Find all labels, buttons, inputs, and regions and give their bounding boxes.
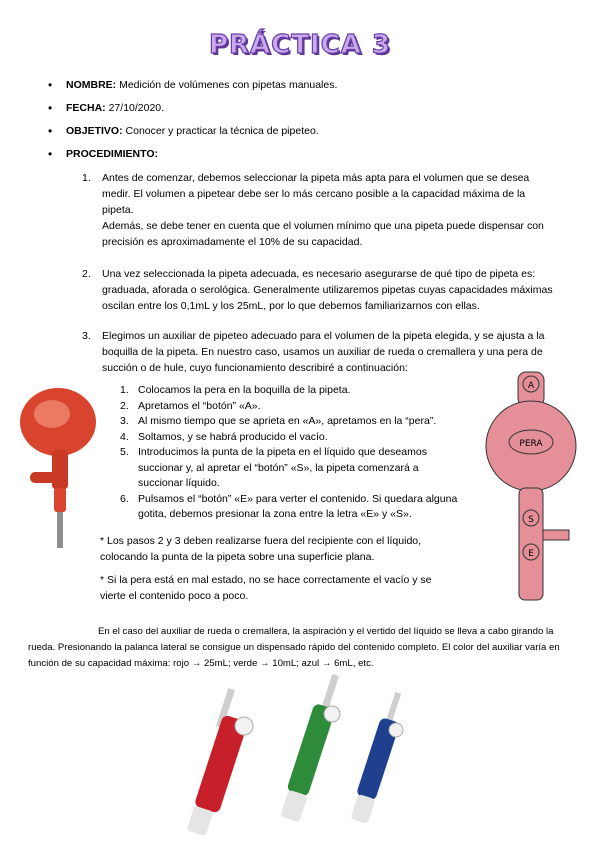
substep-number: 2. <box>120 399 129 412</box>
label-a: A <box>527 381 535 391</box>
pump-green-nozzle <box>280 790 308 823</box>
pump-red-wheel <box>235 717 253 735</box>
substep-2 <box>120 399 490 415</box>
pump-red <box>186 688 253 836</box>
header-value: Medición de volúmenes con pipetas manuales. <box>119 79 338 91</box>
text-line: colocando la punta de la pipeta sobre una superficie plana. <box>100 551 375 563</box>
header-list <box>48 78 568 170</box>
substep-number: 4. <box>120 430 129 443</box>
step-number: 2. <box>82 268 91 280</box>
note-1 <box>100 533 460 565</box>
header-label: PROCEDIMIENTO: <box>66 148 158 160</box>
text-line: boquilla de la pipeta. En nuestro caso, usamos un auxiliar de rueda o cremallera y una pera de <box>102 346 543 358</box>
text-line: Pulsamos el “botón” «E» para verter el contenido. Si quedara alguna <box>138 492 458 505</box>
text-line: Al mismo tiempo que se aprieta en «A», apretamos en la “pera”. <box>138 415 437 427</box>
text-line: Introducimos la punta de la pipeta en el líquido que deseamos <box>138 446 427 458</box>
label-pera: PERA <box>519 439 543 449</box>
substep-number: 5. <box>120 446 129 458</box>
header-nombre <box>48 78 568 92</box>
substep-number: 1. <box>120 384 129 396</box>
header-label: OBJETIVO: <box>66 125 123 137</box>
note-2 <box>100 572 460 604</box>
pera-diagram <box>478 368 593 608</box>
text-line: Además, se debe tener en cuenta que el volumen mínimo que una pipeta puede dispensar con <box>102 220 544 232</box>
substep-number: 3. <box>120 415 129 427</box>
substep-3 <box>120 414 490 430</box>
pipette-pumps-image <box>178 668 428 844</box>
pump-blue-wheel <box>389 723 403 737</box>
substep-5 <box>120 445 490 492</box>
text-line: * Si la pera está en mal estado, no se hace correctamente el vacío y se <box>100 574 432 586</box>
substep-number: 6. <box>120 492 129 505</box>
text-line: succión o de hule, cuyo funcionamiento describiré a continuación: <box>102 362 408 374</box>
closing-paragraph: En el caso del auxiliar de rueda o cremallera, la aspiración y el vertido del líquido se lleva a cabo girando la rueda. Presionando la palanca lateral se consigue un dispensado rápido del contenido completo. El color del auxiliar varía en función de su capacidad máxima: rojo → 25mL; verde → 10mL; azul → 6mL, etc. <box>28 626 560 669</box>
label-s: S <box>528 515 534 525</box>
text-line: Soltamos, y se habrá producido el vacío. <box>138 430 328 443</box>
pera-side-tube <box>543 530 569 540</box>
header-value: Conocer y practicar la técnica de pipeteo. <box>125 125 319 137</box>
step-text <box>102 266 572 314</box>
pump-blue-nozzle <box>350 794 375 824</box>
header-label: NOMBRE: <box>66 79 117 91</box>
bulb-stem <box>52 450 68 490</box>
bulb-tip <box>57 512 63 548</box>
text-line: gotita, debemos presionar la zona entre la letra «E» y «S». <box>138 508 412 520</box>
text-line: Elegimos un auxiliar de pipeteo adecuado para el volumen de la pipeta elegida, y se ajusta a la <box>102 330 545 342</box>
header-objetivo <box>48 124 568 138</box>
step-text <box>102 170 572 250</box>
substep-4 <box>120 430 490 446</box>
page-title: PRÁCTICA 3 <box>208 30 392 60</box>
step-number: 1. <box>82 172 91 184</box>
bulb-side-valve <box>30 472 58 483</box>
step-number: 3. <box>82 330 91 342</box>
bulb-lower-valve <box>54 488 66 512</box>
rubber-bulb-image <box>10 372 108 554</box>
text-line: Una vez seleccionada la pipeta adecuada, es necesario asegurarse de qué tipo de pipeta es: <box>102 268 536 280</box>
text-line: graduada, aforada o serológica. Generalmente utilizaremos pipetas cuyas capacidades máximas <box>102 284 553 296</box>
header-procedimiento <box>48 147 568 161</box>
text-line: Colocamos la pera en la boquilla de la pipeta. <box>138 384 351 396</box>
substep-1 <box>120 383 490 399</box>
label-e: E <box>528 549 534 559</box>
pump-blue <box>350 692 403 824</box>
pump-green-wheel <box>324 706 340 722</box>
header-value: 27/10/2020. <box>108 102 165 114</box>
text-line: succionar líquido. <box>138 477 220 489</box>
text-line: vierte el contenido poco a poco. <box>100 590 249 602</box>
text-line: oscilan entre los 0,1mL y los 25mL, por lo que debemos familiarizarnos con ellas. <box>102 300 480 312</box>
text-line: pipeta. <box>102 204 134 216</box>
pump-green <box>280 674 340 822</box>
bulb-highlight <box>34 400 70 428</box>
header-label: FECHA: <box>66 102 106 114</box>
substep-6 <box>120 492 490 523</box>
text-line: Apretamos el “botón” «A». <box>138 399 261 412</box>
text-line: * Los pasos 2 y 3 deben realizarse fuera del recipiente con el líquido, <box>100 535 422 547</box>
text-line: Antes de comenzar, debemos seleccionar la pipeta más apta para el volumen que se desea <box>102 172 530 184</box>
header-fecha <box>48 101 568 115</box>
text-line: succionar y, al apretar el “botón” «S», la pipeta comenzará a <box>138 461 419 474</box>
text-line: medir. El volumen a pipetear debe ser lo más cercano posible a la capacidad máxima de la <box>102 188 526 200</box>
text-line: precisión es aproximadamente el 10% de su capacidad. <box>102 236 363 248</box>
substep-list <box>120 383 490 523</box>
